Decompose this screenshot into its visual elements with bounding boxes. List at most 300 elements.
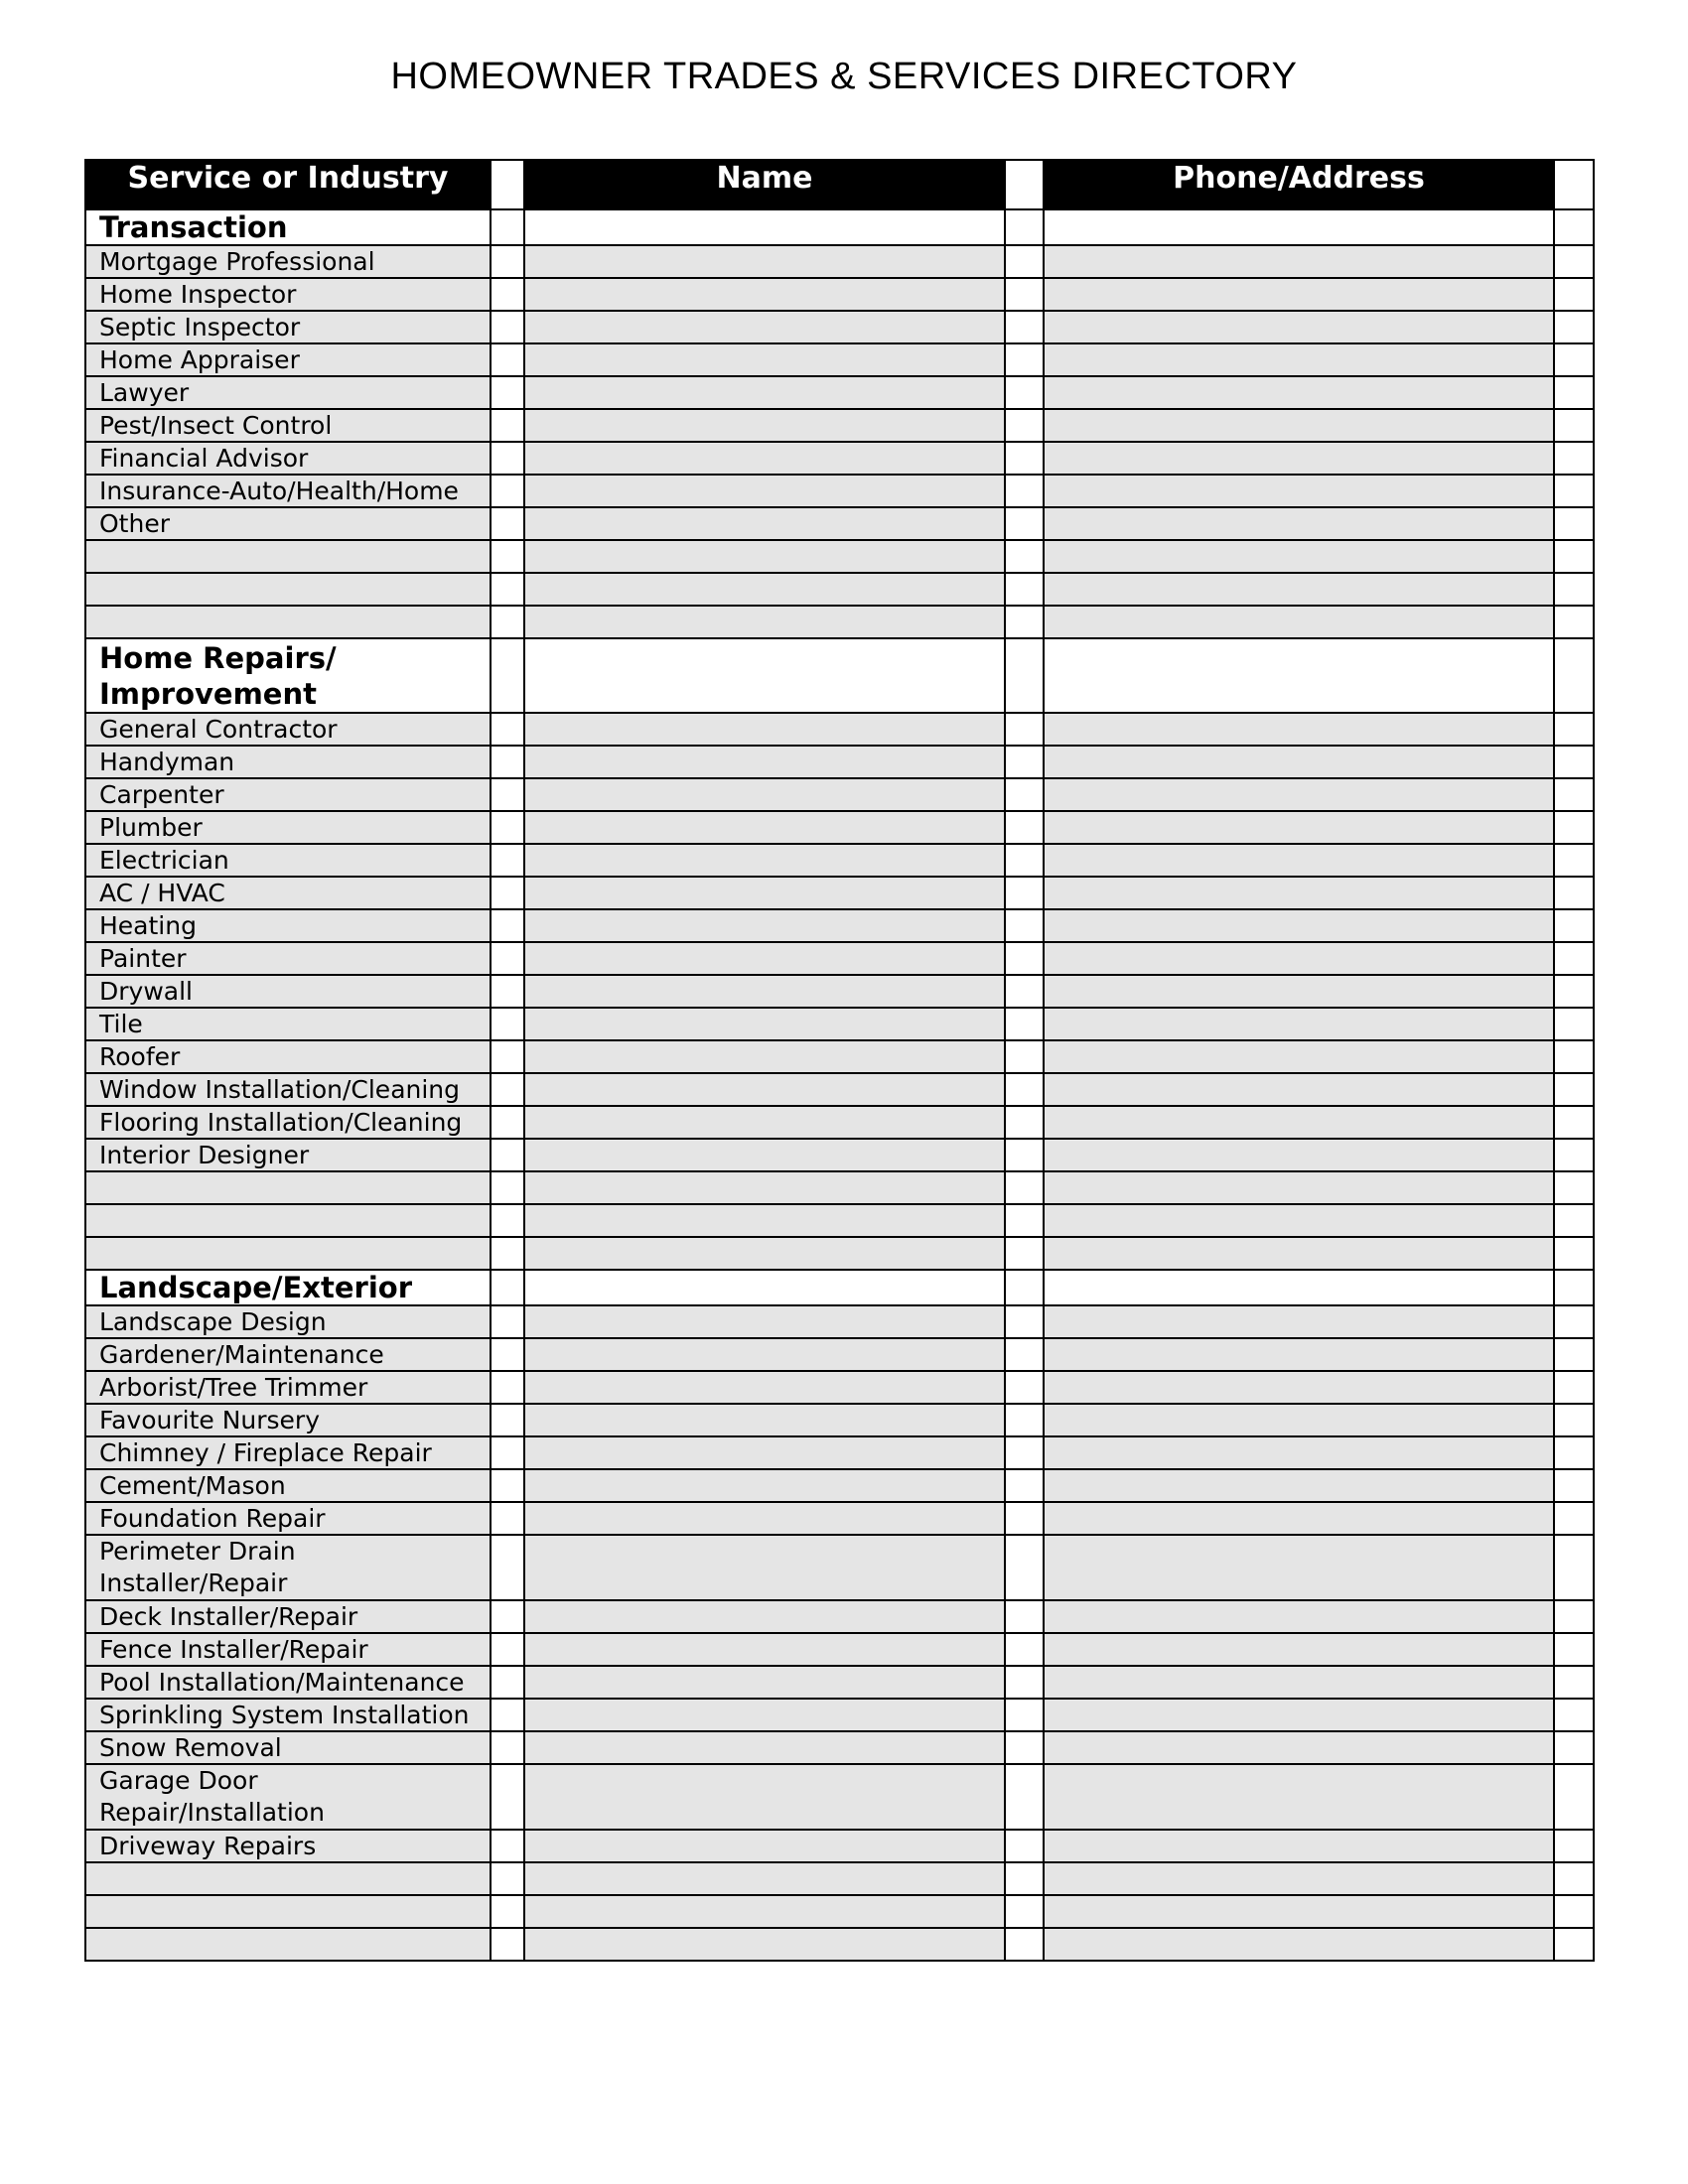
service-cell: Tile [85, 1008, 491, 1040]
checkbox-cell[interactable] [1005, 573, 1044, 606]
checkbox-cell[interactable] [491, 1404, 524, 1436]
name-cell[interactable] [524, 1469, 1005, 1502]
checkbox-cell[interactable] [491, 1040, 524, 1073]
checkbox-cell[interactable] [491, 606, 524, 638]
table-row [85, 1171, 1594, 1204]
name-cell[interactable] [524, 1764, 1005, 1830]
phone-address-cell[interactable] [1044, 1502, 1554, 1535]
checkbox-cell[interactable] [1554, 1731, 1594, 1764]
name-cell[interactable] [524, 1699, 1005, 1731]
checkbox-cell[interactable] [491, 1862, 524, 1895]
checkbox-cell[interactable] [1005, 409, 1044, 442]
checkbox-cell[interactable] [1554, 343, 1594, 376]
checkbox-cell[interactable] [1005, 209, 1044, 245]
table-row [85, 1008, 1594, 1040]
checkbox-cell[interactable] [1554, 278, 1594, 311]
phone-address-cell[interactable] [1044, 409, 1554, 442]
name-cell[interactable] [524, 713, 1005, 746]
name-cell[interactable] [524, 1928, 1005, 1961]
checkbox-cell[interactable] [1005, 877, 1044, 909]
name-cell[interactable] [524, 942, 1005, 975]
name-cell[interactable] [524, 1535, 1005, 1600]
service-cell: Home Inspector [85, 278, 491, 311]
phone-address-cell[interactable] [1044, 909, 1554, 942]
service-cell: Arborist/Tree Trimmer [85, 1371, 491, 1404]
name-cell[interactable] [524, 278, 1005, 311]
checkbox-cell[interactable] [1005, 1764, 1044, 1830]
checkbox-cell[interactable] [1554, 1764, 1594, 1830]
name-cell[interactable] [524, 1731, 1005, 1764]
name-cell[interactable] [524, 311, 1005, 343]
table-row [85, 311, 1594, 343]
table-row [85, 942, 1594, 975]
checkbox-cell[interactable] [1005, 942, 1044, 975]
name-cell[interactable] [524, 376, 1005, 409]
checkbox-cell[interactable] [1554, 844, 1594, 877]
name-cell[interactable] [524, 1666, 1005, 1699]
checkbox-cell[interactable] [1005, 1338, 1044, 1371]
checkbox-cell[interactable] [491, 245, 524, 278]
phone-address-cell[interactable] [1044, 606, 1554, 638]
phone-address-cell[interactable] [1044, 1270, 1554, 1305]
checkbox-cell[interactable] [1005, 1666, 1044, 1699]
column-header-service: Service or Industry [85, 160, 491, 209]
name-cell[interactable] [524, 1204, 1005, 1237]
phone-address-cell[interactable] [1044, 877, 1554, 909]
checkbox-cell[interactable] [1005, 343, 1044, 376]
name-cell[interactable] [524, 475, 1005, 507]
table-row [85, 1106, 1594, 1139]
name-cell[interactable] [524, 245, 1005, 278]
checkbox-cell[interactable] [1005, 1699, 1044, 1731]
name-cell[interactable] [524, 975, 1005, 1008]
checkbox-cell[interactable] [491, 1237, 524, 1270]
checkbox-cell[interactable] [491, 942, 524, 975]
name-cell[interactable] [524, 1237, 1005, 1270]
checkbox-cell[interactable] [1554, 1237, 1594, 1270]
name-cell[interactable] [524, 1305, 1005, 1338]
name-cell[interactable] [524, 606, 1005, 638]
checkbox-cell[interactable] [1554, 1073, 1594, 1106]
service-cell: Window Installation/Cleaning [85, 1073, 491, 1106]
service-cell: Plumber [85, 811, 491, 844]
checkbox-cell[interactable] [1005, 376, 1044, 409]
checkbox-cell[interactable] [1554, 746, 1594, 778]
table-row [85, 1139, 1594, 1171]
checkbox-cell[interactable] [1005, 1535, 1044, 1600]
name-cell[interactable] [524, 1862, 1005, 1895]
checkbox-cell[interactable] [1005, 1830, 1044, 1862]
service-cell: Mortgage Professional [85, 245, 491, 278]
name-cell[interactable] [524, 1371, 1005, 1404]
checkbox-cell[interactable] [491, 1535, 524, 1600]
checkbox-cell[interactable] [1005, 975, 1044, 1008]
phone-address-cell[interactable] [1044, 1535, 1554, 1600]
phone-address-cell[interactable] [1044, 638, 1554, 713]
name-cell[interactable] [524, 1502, 1005, 1535]
checkbox-cell[interactable] [491, 409, 524, 442]
checkbox-cell[interactable] [1005, 1073, 1044, 1106]
phone-address-cell[interactable] [1044, 1404, 1554, 1436]
checkbox-cell[interactable] [1005, 844, 1044, 877]
checkbox-cell[interactable] [491, 573, 524, 606]
phone-address-cell[interactable] [1044, 1830, 1554, 1862]
name-cell[interactable] [524, 1338, 1005, 1371]
checkbox-cell[interactable] [1005, 507, 1044, 540]
checkbox-cell[interactable] [491, 1633, 524, 1666]
checkbox-cell[interactable] [491, 1204, 524, 1237]
checkbox-cell[interactable] [1005, 811, 1044, 844]
checkbox-column-header [1005, 160, 1044, 209]
service-cell: Insurance-Auto/Health/Home [85, 475, 491, 507]
checkbox-cell[interactable] [491, 1008, 524, 1040]
checkbox-cell[interactable] [491, 909, 524, 942]
checkbox-cell[interactable] [491, 442, 524, 475]
checkbox-cell[interactable] [1005, 1237, 1044, 1270]
table-row [85, 1338, 1594, 1371]
checkbox-cell[interactable] [1554, 942, 1594, 975]
service-cell: Lawyer [85, 376, 491, 409]
checkbox-cell[interactable] [491, 1600, 524, 1633]
name-cell[interactable] [524, 1633, 1005, 1666]
checkbox-cell[interactable] [1005, 245, 1044, 278]
checkbox-cell[interactable] [1554, 1469, 1594, 1502]
checkbox-cell[interactable] [1554, 713, 1594, 746]
name-cell[interactable] [524, 909, 1005, 942]
checkbox-cell[interactable] [1554, 209, 1594, 245]
checkbox-cell[interactable] [1005, 778, 1044, 811]
service-cell: Septic Inspector [85, 311, 491, 343]
checkbox-cell[interactable] [491, 1830, 524, 1862]
phone-address-cell[interactable] [1044, 1699, 1554, 1731]
name-cell[interactable] [524, 1171, 1005, 1204]
checkbox-cell[interactable] [1554, 1699, 1594, 1731]
checkbox-cell[interactable] [1554, 1040, 1594, 1073]
phone-address-cell[interactable] [1044, 311, 1554, 343]
phone-address-cell[interactable] [1044, 1139, 1554, 1171]
checkbox-cell[interactable] [1554, 409, 1594, 442]
checkbox-cell[interactable] [1005, 638, 1044, 713]
checkbox-cell[interactable] [1005, 1862, 1044, 1895]
name-cell[interactable] [524, 1008, 1005, 1040]
name-cell[interactable] [524, 343, 1005, 376]
phone-address-cell[interactable] [1044, 343, 1554, 376]
checkbox-cell[interactable] [491, 1171, 524, 1204]
checkbox-cell[interactable] [491, 844, 524, 877]
phone-address-cell[interactable] [1044, 942, 1554, 975]
phone-address-cell[interactable] [1044, 245, 1554, 278]
checkbox-cell[interactable] [491, 1073, 524, 1106]
table-row [85, 1237, 1594, 1270]
checkbox-cell[interactable] [1554, 1204, 1594, 1237]
checkbox-cell[interactable] [1554, 1633, 1594, 1666]
service-cell [85, 1204, 491, 1237]
checkbox-cell[interactable] [1554, 573, 1594, 606]
checkbox-cell[interactable] [1554, 540, 1594, 573]
checkbox-cell[interactable] [1554, 376, 1594, 409]
checkbox-cell[interactable] [1554, 507, 1594, 540]
name-cell[interactable] [524, 1073, 1005, 1106]
checkbox-cell[interactable] [491, 540, 524, 573]
phone-address-cell[interactable] [1044, 1008, 1554, 1040]
checkbox-cell[interactable] [1005, 1633, 1044, 1666]
checkbox-cell[interactable] [491, 1895, 524, 1928]
checkbox-cell[interactable] [1005, 1371, 1044, 1404]
name-cell[interactable] [524, 540, 1005, 573]
checkbox-cell[interactable] [1554, 442, 1594, 475]
checkbox-cell[interactable] [1554, 909, 1594, 942]
checkbox-cell[interactable] [1005, 1204, 1044, 1237]
phone-address-cell[interactable] [1044, 811, 1554, 844]
checkbox-cell[interactable] [491, 746, 524, 778]
phone-address-cell[interactable] [1044, 1305, 1554, 1338]
checkbox-cell[interactable] [1554, 1008, 1594, 1040]
phone-address-cell[interactable] [1044, 778, 1554, 811]
phone-address-cell[interactable] [1044, 1633, 1554, 1666]
phone-address-cell[interactable] [1044, 209, 1554, 245]
phone-address-cell[interactable] [1044, 1204, 1554, 1237]
phone-address-cell[interactable] [1044, 1895, 1554, 1928]
phone-address-cell[interactable] [1044, 278, 1554, 311]
service-cell: Fence Installer/Repair [85, 1633, 491, 1666]
phone-address-cell[interactable] [1044, 1237, 1554, 1270]
service-cell: Heating [85, 909, 491, 942]
service-cell [85, 1862, 491, 1895]
checkbox-cell[interactable] [1554, 1502, 1594, 1535]
section-title: Home Repairs/ Improvement [85, 638, 491, 713]
service-cell: Foundation Repair [85, 1502, 491, 1535]
checkbox-cell[interactable] [491, 475, 524, 507]
checkbox-cell[interactable] [1554, 1171, 1594, 1204]
phone-address-cell[interactable] [1044, 1171, 1554, 1204]
checkbox-cell[interactable] [491, 1436, 524, 1469]
checkbox-cell[interactable] [1005, 1106, 1044, 1139]
table-row [85, 1600, 1594, 1633]
checkbox-cell[interactable] [491, 713, 524, 746]
table-row [85, 540, 1594, 573]
phone-address-cell[interactable] [1044, 1371, 1554, 1404]
table-row [85, 713, 1594, 746]
checkbox-cell[interactable] [491, 1270, 524, 1305]
service-cell: Favourite Nursery [85, 1404, 491, 1436]
name-cell[interactable] [524, 1404, 1005, 1436]
checkbox-cell[interactable] [491, 1928, 524, 1961]
table-row [85, 1371, 1594, 1404]
name-cell[interactable] [524, 442, 1005, 475]
checkbox-cell[interactable] [491, 1338, 524, 1371]
table-row [85, 746, 1594, 778]
phone-address-cell[interactable] [1044, 1338, 1554, 1371]
checkbox-cell[interactable] [1005, 1270, 1044, 1305]
checkbox-cell[interactable] [1554, 1106, 1594, 1139]
table-row [85, 573, 1594, 606]
name-cell[interactable] [524, 1895, 1005, 1928]
checkbox-cell[interactable] [1005, 1600, 1044, 1633]
checkbox-cell[interactable] [1554, 1895, 1594, 1928]
name-cell[interactable] [524, 507, 1005, 540]
checkbox-cell[interactable] [491, 638, 524, 713]
service-cell: Financial Advisor [85, 442, 491, 475]
checkbox-cell[interactable] [1005, 442, 1044, 475]
table-row [85, 1731, 1594, 1764]
name-cell[interactable] [524, 209, 1005, 245]
name-cell[interactable] [524, 1600, 1005, 1633]
checkbox-cell[interactable] [491, 1305, 524, 1338]
table-row [85, 1204, 1594, 1237]
phone-address-cell[interactable] [1044, 1436, 1554, 1469]
checkbox-cell[interactable] [1005, 278, 1044, 311]
checkbox-cell[interactable] [491, 811, 524, 844]
checkbox-cell[interactable] [1554, 1436, 1594, 1469]
checkbox-cell[interactable] [1005, 606, 1044, 638]
checkbox-cell[interactable] [1005, 475, 1044, 507]
checkbox-cell[interactable] [491, 376, 524, 409]
checkbox-cell[interactable] [1554, 311, 1594, 343]
phone-address-cell[interactable] [1044, 1600, 1554, 1633]
name-cell[interactable] [524, 746, 1005, 778]
phone-address-cell[interactable] [1044, 975, 1554, 1008]
table-row [85, 1436, 1594, 1469]
checkbox-cell[interactable] [1005, 1928, 1044, 1961]
checkbox-cell[interactable] [1554, 778, 1594, 811]
checkbox-cell[interactable] [1554, 1371, 1594, 1404]
checkbox-cell[interactable] [1554, 1338, 1594, 1371]
phone-address-cell[interactable] [1044, 573, 1554, 606]
checkbox-cell[interactable] [1554, 1600, 1594, 1633]
checkbox-cell[interactable] [491, 975, 524, 1008]
checkbox-cell[interactable] [1005, 1895, 1044, 1928]
checkbox-cell[interactable] [1554, 1666, 1594, 1699]
directory-table [84, 159, 1595, 1962]
checkbox-cell[interactable] [491, 1699, 524, 1731]
phone-address-cell[interactable] [1044, 713, 1554, 746]
service-cell: Snow Removal [85, 1731, 491, 1764]
table-row [85, 844, 1594, 877]
table-row [85, 1764, 1594, 1830]
checkbox-cell[interactable] [1005, 1139, 1044, 1171]
checkbox-cell[interactable] [491, 507, 524, 540]
checkbox-cell[interactable] [1554, 1830, 1594, 1862]
phone-address-cell[interactable] [1044, 1106, 1554, 1139]
checkbox-cell[interactable] [1005, 1502, 1044, 1535]
service-cell: Gardener/Maintenance [85, 1338, 491, 1371]
phone-address-cell[interactable] [1044, 1666, 1554, 1699]
checkbox-cell[interactable] [1005, 1040, 1044, 1073]
phone-address-cell[interactable] [1044, 1469, 1554, 1502]
service-cell: Other [85, 507, 491, 540]
name-cell[interactable] [524, 409, 1005, 442]
checkbox-cell[interactable] [1554, 1139, 1594, 1171]
table-row [85, 475, 1594, 507]
checkbox-cell[interactable] [1005, 1436, 1044, 1469]
phone-address-cell[interactable] [1044, 376, 1554, 409]
checkbox-cell[interactable] [1554, 975, 1594, 1008]
phone-address-cell[interactable] [1044, 1731, 1554, 1764]
phone-address-cell[interactable] [1044, 540, 1554, 573]
checkbox-cell[interactable] [491, 209, 524, 245]
checkbox-cell[interactable] [1554, 638, 1594, 713]
table-row [85, 877, 1594, 909]
checkbox-cell[interactable] [1554, 1535, 1594, 1600]
name-cell[interactable] [524, 778, 1005, 811]
name-cell[interactable] [524, 1270, 1005, 1305]
phone-address-cell[interactable] [1044, 475, 1554, 507]
name-cell[interactable] [524, 1139, 1005, 1171]
name-cell[interactable] [524, 1040, 1005, 1073]
phone-address-cell[interactable] [1044, 442, 1554, 475]
column-header-phone: Phone/Address [1044, 160, 1554, 209]
section-title: Transaction [85, 209, 491, 245]
service-cell [85, 1895, 491, 1928]
checkbox-cell[interactable] [1554, 1404, 1594, 1436]
checkbox-cell[interactable] [1554, 245, 1594, 278]
checkbox-cell[interactable] [491, 1469, 524, 1502]
phone-address-cell[interactable] [1044, 844, 1554, 877]
phone-address-cell[interactable] [1044, 1862, 1554, 1895]
checkbox-cell[interactable] [1005, 1469, 1044, 1502]
name-cell[interactable] [524, 811, 1005, 844]
name-cell[interactable] [524, 638, 1005, 713]
checkbox-cell[interactable] [491, 1666, 524, 1699]
phone-address-cell[interactable] [1044, 746, 1554, 778]
checkbox-cell[interactable] [1554, 606, 1594, 638]
checkbox-cell[interactable] [491, 278, 524, 311]
name-cell[interactable] [524, 1830, 1005, 1862]
checkbox-cell[interactable] [1554, 877, 1594, 909]
checkbox-cell[interactable] [491, 1139, 524, 1171]
phone-address-cell[interactable] [1044, 1928, 1554, 1961]
column-header-name: Name [524, 160, 1005, 209]
checkbox-cell[interactable] [1554, 1862, 1594, 1895]
checkbox-cell[interactable] [491, 1764, 524, 1830]
service-cell: Carpenter [85, 778, 491, 811]
checkbox-cell[interactable] [491, 778, 524, 811]
service-cell: Sprinkling System Installation [85, 1699, 491, 1731]
checkbox-cell[interactable] [1005, 1171, 1044, 1204]
checkbox-cell[interactable] [491, 1371, 524, 1404]
name-cell[interactable] [524, 573, 1005, 606]
checkbox-cell[interactable] [1554, 1270, 1594, 1305]
checkbox-cell[interactable] [1554, 475, 1594, 507]
phone-address-cell[interactable] [1044, 1073, 1554, 1106]
checkbox-cell[interactable] [491, 343, 524, 376]
phone-address-cell[interactable] [1044, 1040, 1554, 1073]
checkbox-cell[interactable] [491, 1731, 524, 1764]
checkbox-cell[interactable] [1005, 909, 1044, 942]
checkbox-cell[interactable] [1005, 311, 1044, 343]
checkbox-cell[interactable] [1005, 1008, 1044, 1040]
name-cell[interactable] [524, 1436, 1005, 1469]
checkbox-cell[interactable] [1005, 1404, 1044, 1436]
checkbox-cell[interactable] [1554, 811, 1594, 844]
checkbox-cell[interactable] [491, 1502, 524, 1535]
checkbox-cell[interactable] [1554, 1305, 1594, 1338]
checkbox-cell[interactable] [491, 311, 524, 343]
name-cell[interactable] [524, 844, 1005, 877]
checkbox-cell[interactable] [491, 1106, 524, 1139]
name-cell[interactable] [524, 877, 1005, 909]
name-cell[interactable] [524, 1106, 1005, 1139]
checkbox-cell[interactable] [1005, 1731, 1044, 1764]
checkbox-cell[interactable] [491, 877, 524, 909]
checkbox-cell[interactable] [1005, 746, 1044, 778]
phone-address-cell[interactable] [1044, 507, 1554, 540]
checkbox-cell[interactable] [1005, 1305, 1044, 1338]
phone-address-cell[interactable] [1044, 1764, 1554, 1830]
checkbox-cell[interactable] [1005, 713, 1044, 746]
checkbox-cell[interactable] [1554, 1928, 1594, 1961]
checkbox-cell[interactable] [1005, 540, 1044, 573]
